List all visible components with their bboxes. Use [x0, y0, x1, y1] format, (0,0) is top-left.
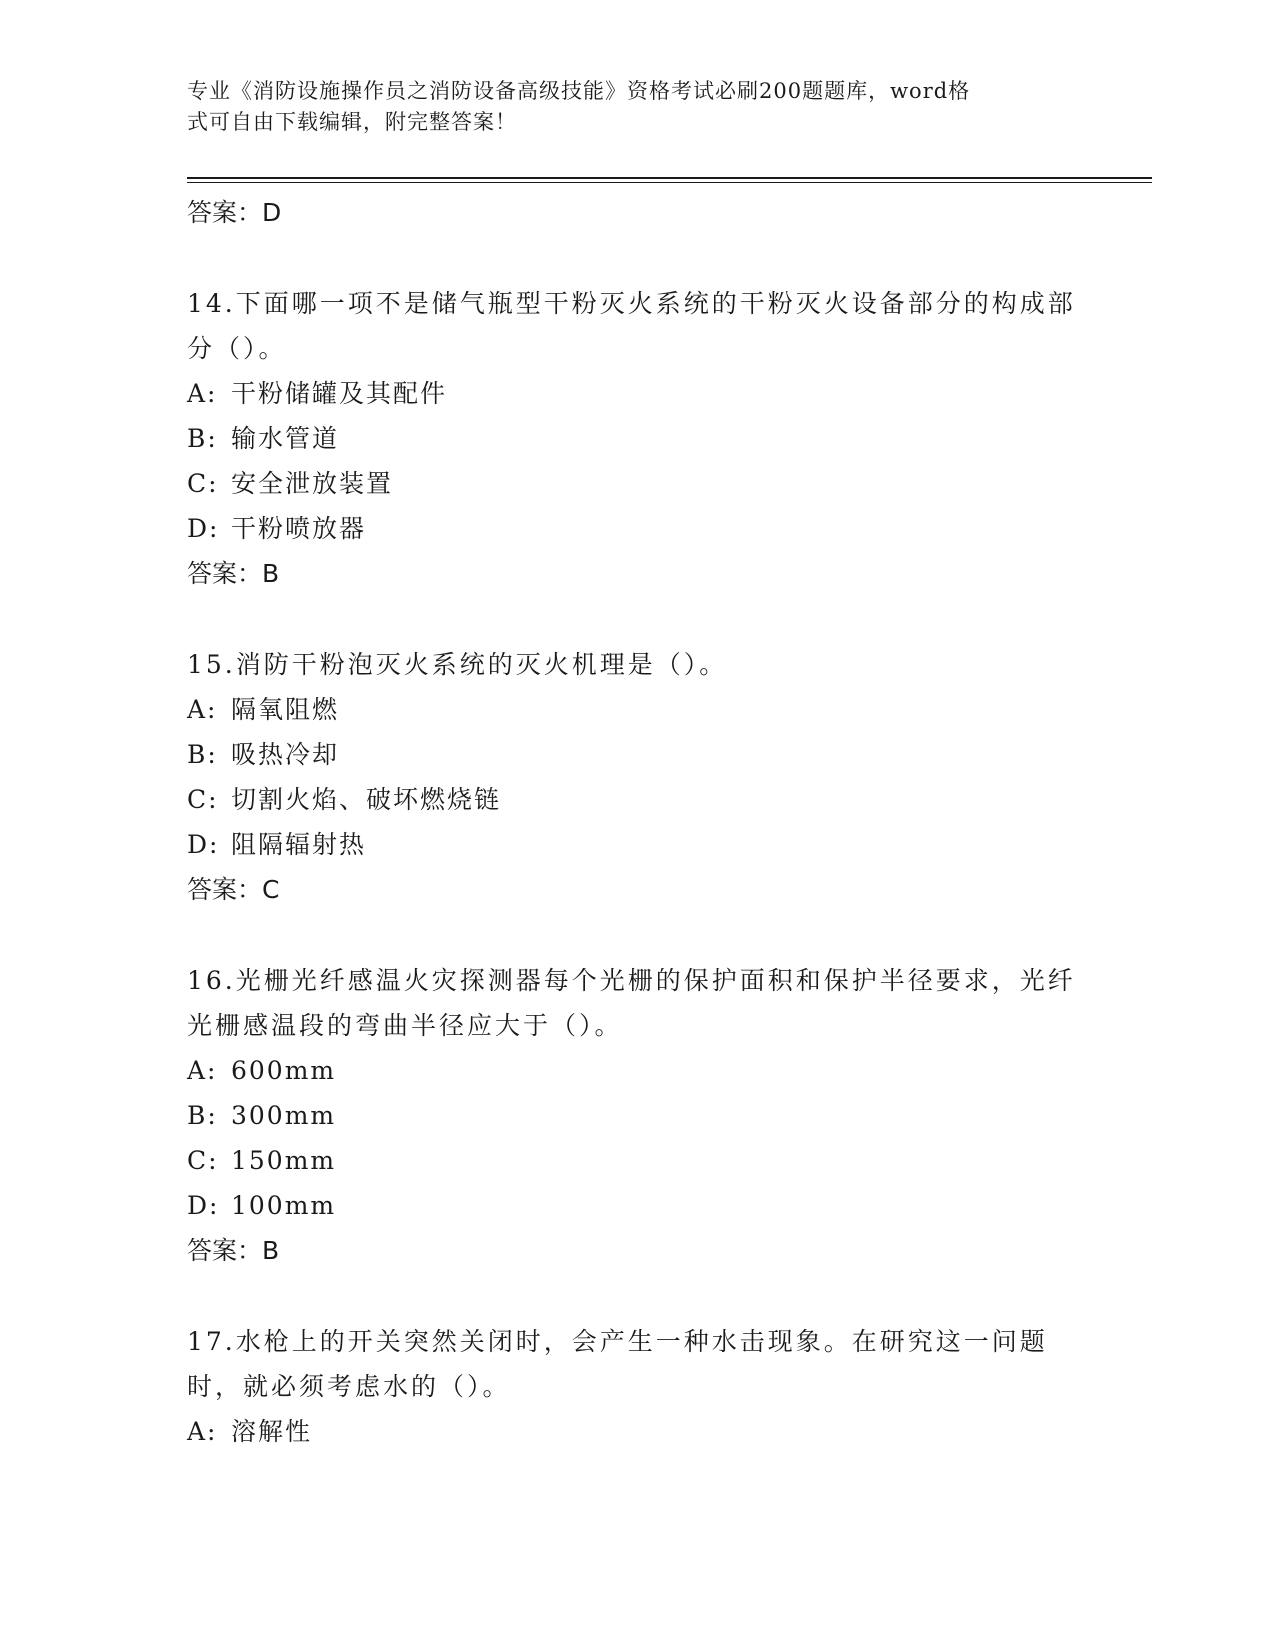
question-stem: 15.消防干粉泡灭火系统的灭火机理是（）。: [187, 650, 728, 679]
option-letter: D:: [187, 830, 220, 859]
answer: 答案：B: [187, 1236, 280, 1265]
question-stem: 16.光栅光纤感温火灾探测器每个光栅的保护面积和保护半径要求，光纤光栅感温段的弯曲半径应大于（）。: [187, 966, 1076, 1040]
option-a: [187, 1409, 1087, 1454]
option-letter: A:: [187, 379, 218, 408]
option-text: 阻隔辐射热: [231, 830, 367, 859]
spacer: [187, 596, 1087, 642]
header-line-2: 式可自由下载编辑，附完整答案！: [187, 110, 517, 134]
previous-answer: 答案：D: [187, 198, 282, 227]
option-d: [187, 822, 1087, 867]
option-text: 切割火焰、破坏燃烧链: [231, 785, 502, 814]
header-divider-thick: [187, 177, 1152, 179]
option-text: 安全泄放装置: [231, 469, 394, 498]
question-stem: 14.下面哪一项不是储气瓶型干粉灭火系统的干粉灭火设备部分的构成部分（）。: [187, 289, 1076, 363]
option-text: 干粉储罐及其配件: [231, 379, 448, 408]
option-letter: C:: [187, 785, 219, 814]
option-letter: A:: [187, 1056, 218, 1085]
page-header: [187, 76, 1067, 138]
answer: 答案：B: [187, 559, 280, 588]
option-text: 150mm: [231, 1146, 337, 1175]
option-text: 溶解性: [231, 1417, 313, 1446]
option-c: [187, 1138, 1087, 1183]
option-b: [187, 732, 1087, 777]
spacer: [187, 235, 1087, 281]
question-list: [187, 190, 1087, 1454]
option-letter: D:: [187, 1191, 220, 1220]
answer: 答案：C: [187, 875, 280, 904]
option-text: 输水管道: [231, 424, 340, 453]
option-c: [187, 461, 1087, 506]
option-b: [187, 1093, 1087, 1138]
question-14: [187, 281, 1087, 596]
option-letter: A:: [187, 695, 218, 724]
option-text: 隔氧阻燃: [231, 695, 340, 724]
option-letter: B:: [187, 424, 218, 453]
header-divider-thin: [187, 182, 1152, 183]
option-letter: A:: [187, 1417, 218, 1446]
question-stem: 17.水枪上的开关突然关闭时，会产生一种水击现象。在研究这一问题时，就必须考虑水的（）。: [187, 1327, 1048, 1401]
option-letter: B:: [187, 740, 218, 769]
option-b: [187, 416, 1087, 461]
question-15: [187, 642, 1087, 912]
option-letter: B:: [187, 1101, 218, 1130]
option-text: 干粉喷放器: [231, 514, 367, 543]
option-text: 吸热冷却: [231, 740, 340, 769]
option-a: [187, 687, 1087, 732]
option-text: 100mm: [231, 1191, 337, 1220]
question-16: [187, 958, 1087, 1273]
option-letter: C:: [187, 469, 219, 498]
option-a: [187, 371, 1087, 416]
spacer: [187, 1273, 1087, 1319]
option-c: [187, 777, 1087, 822]
option-text: 300mm: [231, 1101, 337, 1130]
option-text: 600mm: [231, 1056, 337, 1085]
spacer: [187, 912, 1087, 958]
option-d: [187, 1183, 1087, 1228]
option-letter: D:: [187, 514, 220, 543]
option-letter: C:: [187, 1146, 219, 1175]
option-a: [187, 1048, 1087, 1093]
question-17: [187, 1319, 1087, 1454]
option-d: [187, 506, 1087, 551]
header-line-1: 专业《消防设施操作员之消防设备高级技能》资格考试必刷200题题库，word格: [187, 79, 971, 103]
